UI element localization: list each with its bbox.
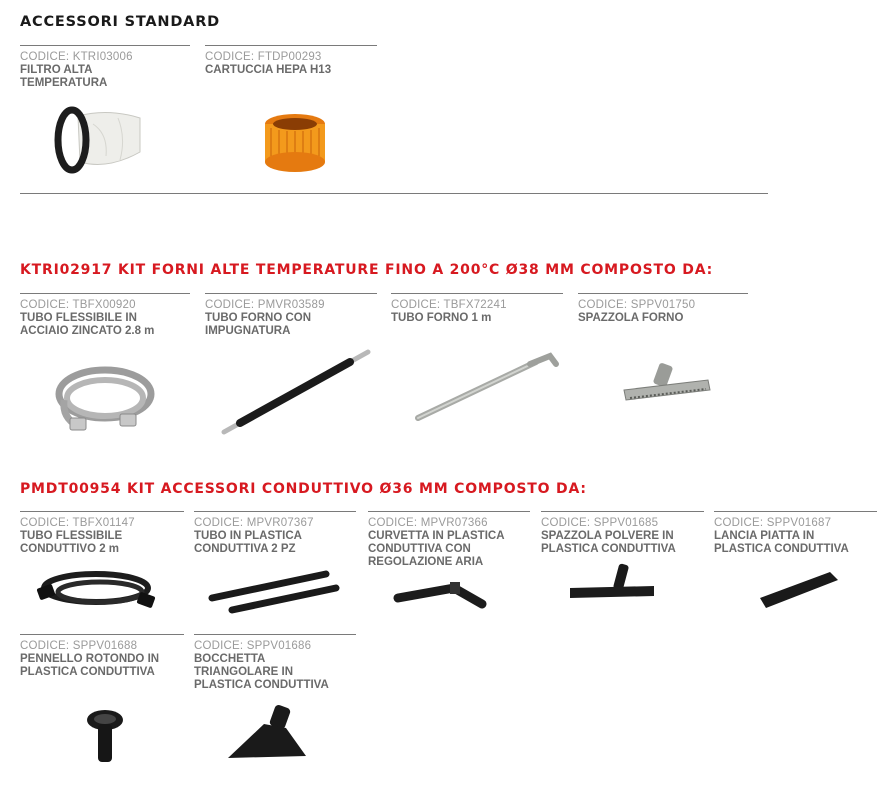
section-divider	[20, 193, 768, 194]
accessory-item	[205, 45, 377, 77]
accessory-item	[391, 293, 563, 325]
item-code: CODICE: PMVR03589	[205, 299, 325, 311]
item-rule	[194, 634, 356, 635]
plastic-tubes-icon	[204, 566, 344, 616]
item-name: TUBO IN PLASTICA CONDUTTIVA 2 PZ	[194, 530, 302, 555]
item-rule	[368, 511, 530, 512]
item-name: TUBO FLESSIBILE CONDUTTIVO 2 m	[20, 530, 123, 555]
item-name: SPAZZOLA FORNO	[578, 312, 684, 324]
item-name: PENNELLO ROTONDO IN PLASTICA CONDUTTIVA	[20, 653, 160, 678]
item-code: CODICE: TBFX01147	[20, 517, 135, 529]
accessory-item	[20, 634, 184, 679]
item-rule	[20, 293, 190, 294]
item-rule	[714, 511, 877, 512]
oven-brush-icon	[620, 360, 714, 408]
accessory-item	[20, 511, 184, 556]
item-rule	[194, 511, 356, 512]
steel-hose-icon	[50, 360, 160, 438]
item-name: BOCCHETTA TRIANGOLARE IN PLASTICA CONDUTTIVA	[194, 653, 329, 691]
oven-tube-grip-icon	[218, 346, 378, 438]
item-code: CODICE: TBFX72241	[391, 299, 507, 311]
hepa-cartridge-icon	[262, 110, 328, 176]
dust-brush-icon	[566, 562, 660, 610]
item-name: TUBO FLESSIBILE IN ACCIAIO ZINCATO 2.8 m	[20, 312, 155, 337]
item-name: CARTUCCIA HEPA H13	[205, 64, 332, 76]
item-code: CODICE: SPPV01688	[20, 640, 138, 652]
item-name: TUBO FORNO 1 m	[391, 312, 492, 324]
accessory-item	[20, 293, 190, 338]
item-code: CODICE: TBFX00920	[20, 299, 136, 311]
crevice-tool-icon	[756, 566, 846, 610]
accessory-item	[578, 293, 748, 325]
item-code: CODICE: SPPV01686	[194, 640, 312, 652]
item-name: SPAZZOLA POLVERE IN PLASTICA CONDUTTIVA	[541, 530, 676, 555]
item-rule	[541, 511, 704, 512]
item-rule	[205, 45, 377, 46]
black-hose-icon	[34, 566, 160, 616]
item-rule	[205, 293, 377, 294]
item-code: CODICE: SPPV01750	[578, 299, 696, 311]
accessory-item	[714, 511, 877, 556]
item-code: CODICE: MPVR07367	[194, 517, 314, 529]
accessory-item	[541, 511, 704, 556]
accessory-item	[194, 511, 356, 556]
accessory-item	[368, 511, 530, 569]
item-code: CODICE: FTDP00293	[205, 51, 322, 63]
section-title-kit-forni: KTRI02917 KIT FORNI ALTE TEMPERATURE FINO A 200°C Ø38 MM COMPOSTO DA:	[20, 262, 713, 278]
item-rule	[578, 293, 748, 294]
item-name: FILTRO ALTA TEMPERATURA	[20, 64, 108, 89]
item-code: CODICE: MPVR07366	[368, 517, 488, 529]
curved-wand-icon	[390, 576, 496, 610]
item-code: CODICE: SPPV01685	[541, 517, 659, 529]
item-name: TUBO FORNO CON IMPUGNATURA	[205, 312, 312, 337]
oven-tube-icon	[410, 350, 560, 426]
accessory-item	[194, 634, 356, 692]
triangular-nozzle-icon	[224, 704, 314, 764]
item-rule	[20, 45, 190, 46]
accessory-item	[20, 45, 190, 90]
item-code: CODICE: SPPV01687	[714, 517, 832, 529]
item-name: LANCIA PIATTA IN PLASTICA CONDUTTIVA	[714, 530, 849, 555]
accessory-item	[205, 293, 377, 338]
item-name: CURVETTA IN PLASTICA CONDUTTIVA CON REGOLAZIONE ARIA	[368, 530, 505, 568]
item-code: CODICE: KTRI03006	[20, 51, 133, 63]
item-rule	[20, 634, 184, 635]
filter-bag-icon	[48, 104, 148, 176]
section-title-standard: ACCESSORI STANDARD	[20, 14, 221, 30]
item-rule	[391, 293, 563, 294]
item-rule	[20, 511, 184, 512]
section-title-kit-conduttivo: PMDT00954 KIT ACCESSORI CONDUTTIVO Ø36 MM COMPOSTO DA:	[20, 481, 587, 497]
round-brush-icon	[84, 706, 126, 766]
